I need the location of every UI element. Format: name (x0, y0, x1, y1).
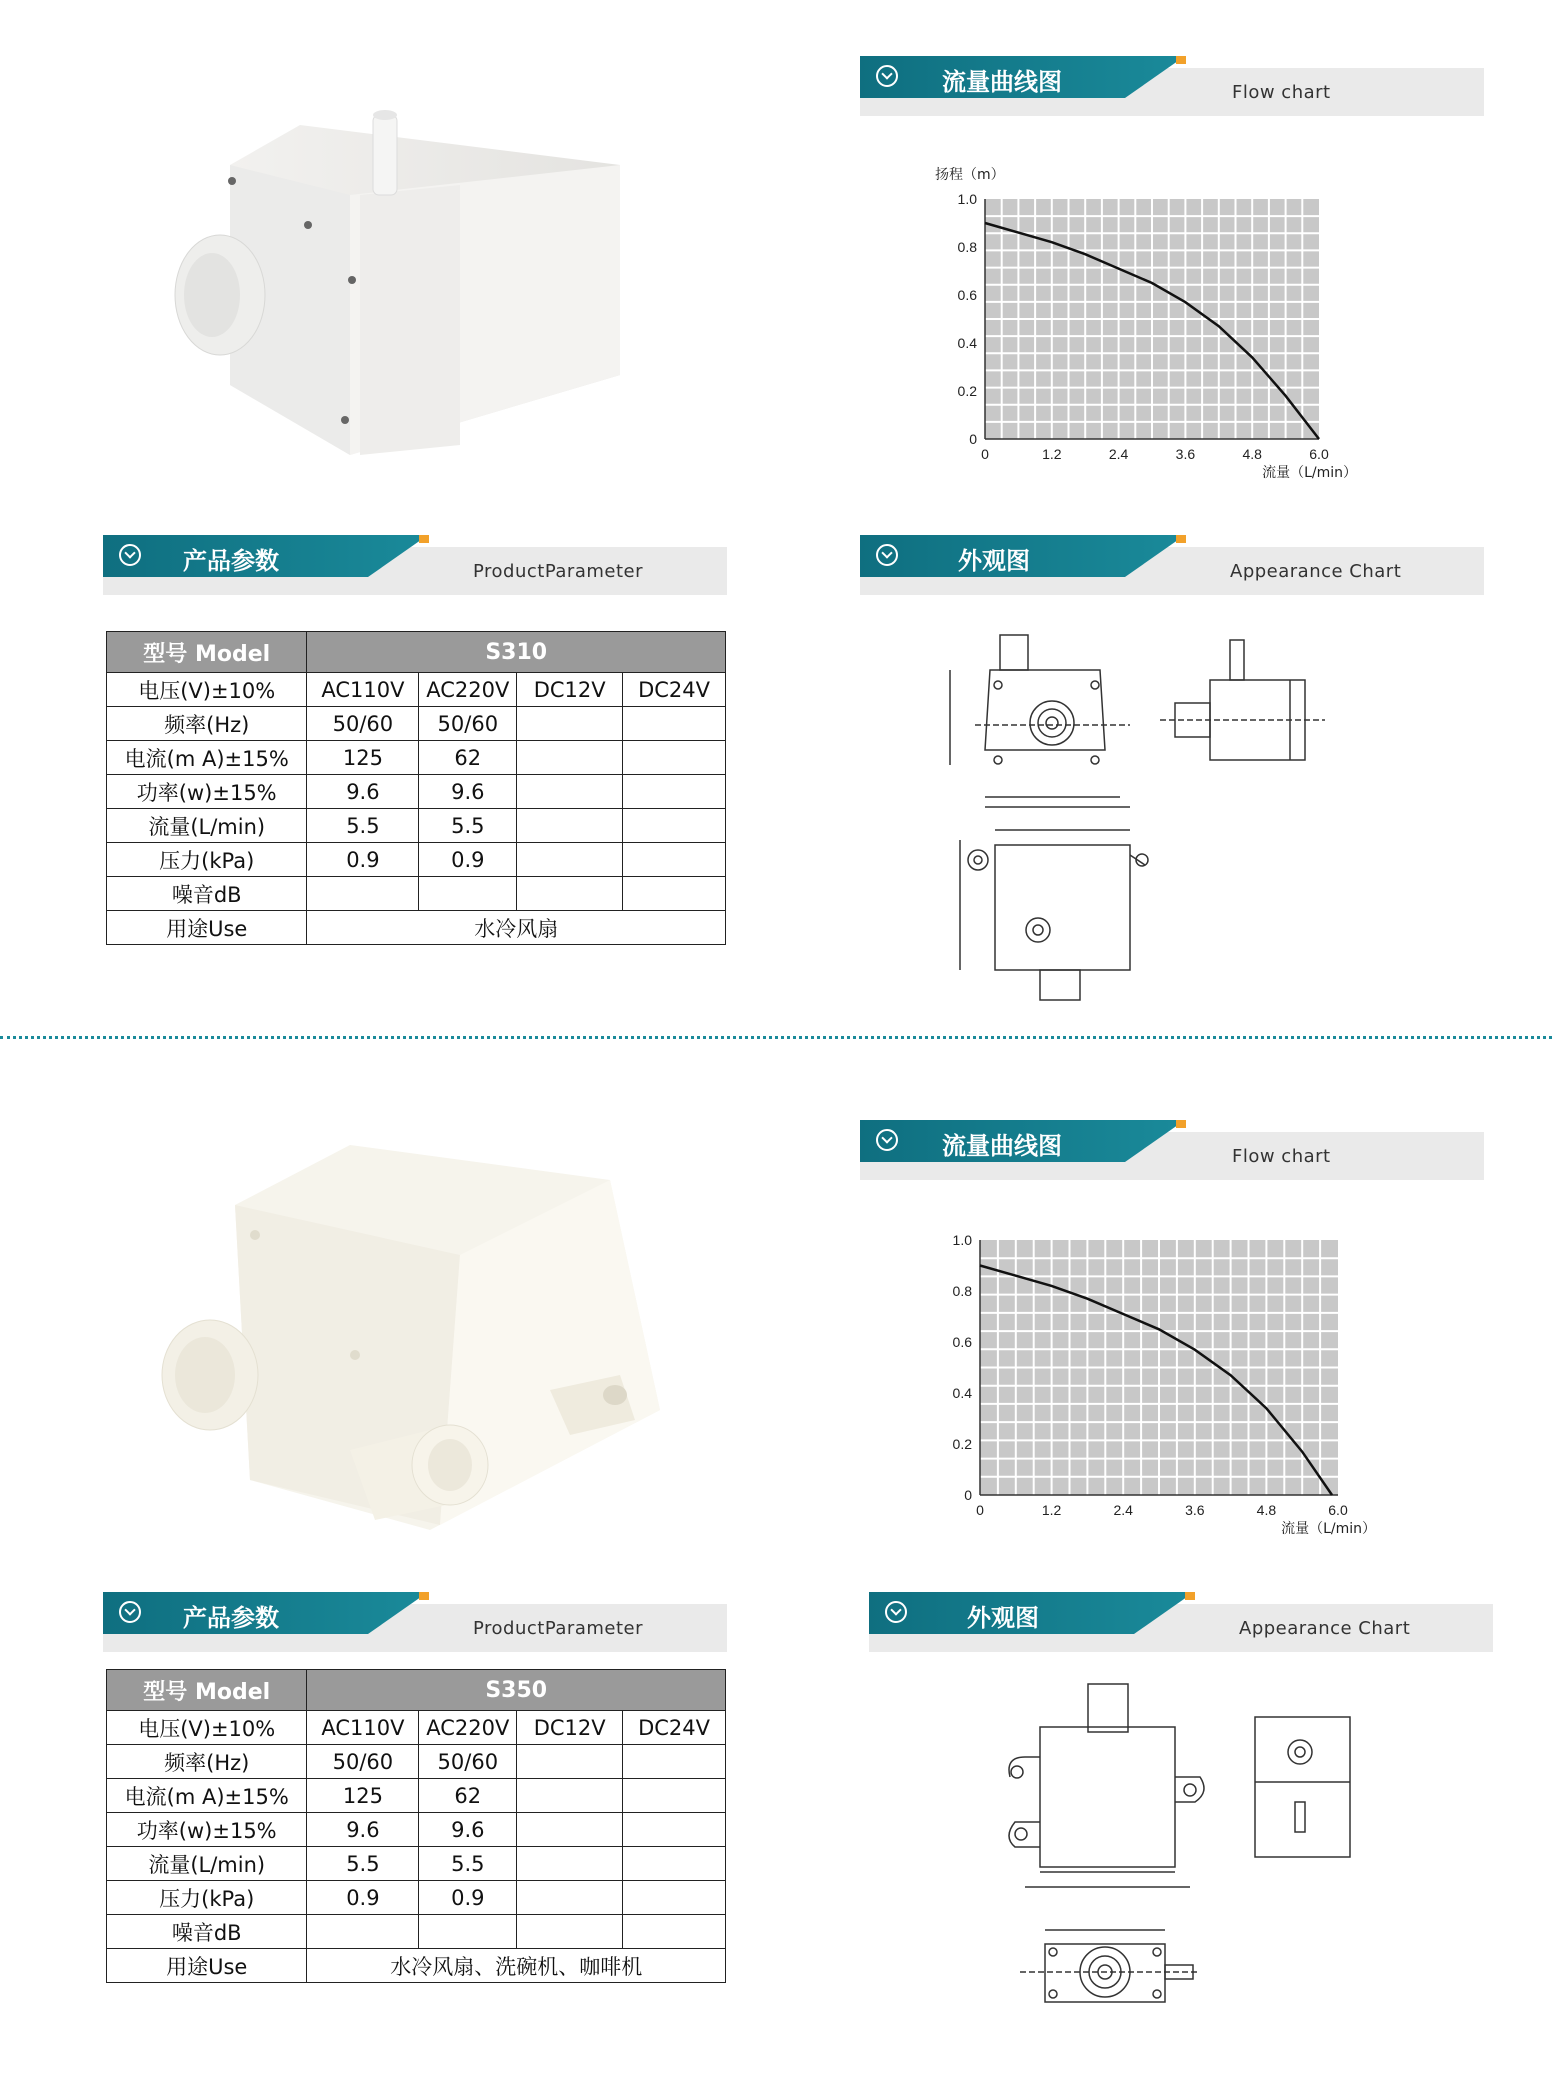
spec-table-s350 (106, 1669, 726, 1983)
x-tick-label: 1.2 (1042, 446, 1062, 462)
chevron-circle-icon (119, 1601, 141, 1623)
table-row: 频率(Hz) 50/60 50/60 (107, 707, 726, 741)
y-tick-label: 0.4 (957, 335, 977, 351)
x-tick-label: 2.4 (1108, 446, 1129, 462)
y-tick-label: 0.8 (957, 239, 977, 255)
y-tick-label: 0.4 (952, 1385, 972, 1401)
banner-title-en: ProductParameter (473, 1618, 643, 1639)
chevron-circle-icon (876, 544, 898, 566)
table-row: 压力(kPa) 0.9 0.9 (107, 1881, 726, 1915)
x-tick-label: 0 (981, 446, 989, 462)
banner-title-en: Appearance Chart (1239, 1618, 1411, 1639)
banner-title-en: Flow chart (1232, 82, 1331, 103)
table-row: 电压(V)±10% AC110V AC220V DC12V DC24V (107, 1711, 726, 1745)
model-label: 型号 Model (107, 1670, 307, 1711)
x-tick-label: 3.6 (1185, 1502, 1205, 1518)
model-value: S350 (307, 1670, 726, 1711)
flow-chart-banner (860, 1120, 1484, 1180)
table-row: 电流(m A)±15% 125 62 (107, 741, 726, 775)
table-row: 用途Use 水冷风扇 (107, 911, 726, 945)
x-tick-label: 3.6 (1175, 446, 1196, 462)
table-row: 流量(L/min) 5.5 5.5 (107, 1847, 726, 1881)
appearance-chart-banner (860, 535, 1484, 595)
x-tick-label: 6.0 (1328, 1502, 1348, 1518)
x-tick-label: 6.0 (1309, 446, 1329, 462)
y-tick-label: 0.6 (957, 287, 977, 303)
table-row: 压力(kPa) 0.9 0.9 (107, 843, 726, 877)
x-axis-label: 流量（L/min） (1262, 465, 1357, 481)
banner-title-cn: 产品参数 (183, 547, 279, 575)
banner-title-en: ProductParameter (473, 561, 643, 582)
flow-chart-1 (900, 155, 1380, 495)
y-axis-label: 扬程（m） (935, 167, 1005, 183)
banner-title-en: Appearance Chart (1230, 561, 1402, 582)
table-row: 电压(V)±10% AC110V AC220V DC12V DC24V (107, 673, 726, 707)
y-tick-label: 0.6 (952, 1334, 972, 1350)
table-row: 功率(w)±15% 9.6 9.6 (107, 1813, 726, 1847)
product-photo-s350 (160, 1120, 680, 1540)
flow-chart-2 (900, 1218, 1380, 1558)
y-tick-label: 0.2 (952, 1436, 972, 1452)
banner-title-cn: 流量曲线图 (942, 68, 1062, 96)
y-tick-label: 1.0 (952, 1232, 972, 1248)
model-value: S310 (307, 632, 726, 673)
y-tick-label: 0.8 (952, 1283, 972, 1299)
table-row: 电流(m A)±15% 125 62 (107, 1779, 726, 1813)
x-axis-label: 流量（L/min） (1281, 1521, 1376, 1537)
banner-title-cn: 外观图 (958, 547, 1030, 575)
banner-title-cn: 外观图 (967, 1604, 1039, 1632)
appearance-chart-banner (869, 1592, 1493, 1652)
banner-title-en: Flow chart (1232, 1146, 1331, 1167)
banner-title-cn: 流量曲线图 (942, 1132, 1062, 1160)
table-row: 功率(w)±15% 9.6 9.6 (107, 775, 726, 809)
product-parameter-banner (103, 535, 727, 595)
chevron-circle-icon (885, 1601, 907, 1623)
x-tick-label: 2.4 (1113, 1502, 1133, 1518)
x-tick-label: 4.8 (1242, 446, 1262, 462)
y-tick-label: 1.0 (957, 191, 977, 207)
chevron-circle-icon (876, 65, 898, 87)
spec-table-s310 (106, 631, 726, 945)
product-photo-s310 (160, 85, 630, 465)
table-row: 用途Use 水冷风扇、洗碗机、咖啡机 (107, 1949, 726, 1983)
model-label: 型号 Model (107, 632, 307, 673)
x-tick-label: 0 (976, 1502, 984, 1518)
section-separator (0, 1036, 1552, 1039)
table-row: 频率(Hz) 50/60 50/60 (107, 1745, 726, 1779)
x-tick-label: 4.8 (1256, 1502, 1277, 1518)
table-row: 噪音dB (107, 1915, 726, 1949)
y-tick-label: 0 (964, 1487, 972, 1503)
appearance-drawing-s310 (930, 625, 1370, 1005)
banner-title-cn: 产品参数 (183, 1604, 279, 1632)
table-row: 流量(L/min) 5.5 5.5 (107, 809, 726, 843)
x-tick-label: 1.2 (1041, 1502, 1062, 1518)
chevron-circle-icon (876, 1129, 898, 1151)
product-parameter-banner (103, 1592, 727, 1652)
chevron-circle-icon (119, 544, 141, 566)
table-row: 噪音dB (107, 877, 726, 911)
y-tick-label: 0.2 (957, 383, 977, 399)
y-tick-label: 0 (969, 431, 977, 447)
flow-chart-banner (860, 56, 1484, 116)
appearance-drawing-s350 (955, 1672, 1355, 2032)
